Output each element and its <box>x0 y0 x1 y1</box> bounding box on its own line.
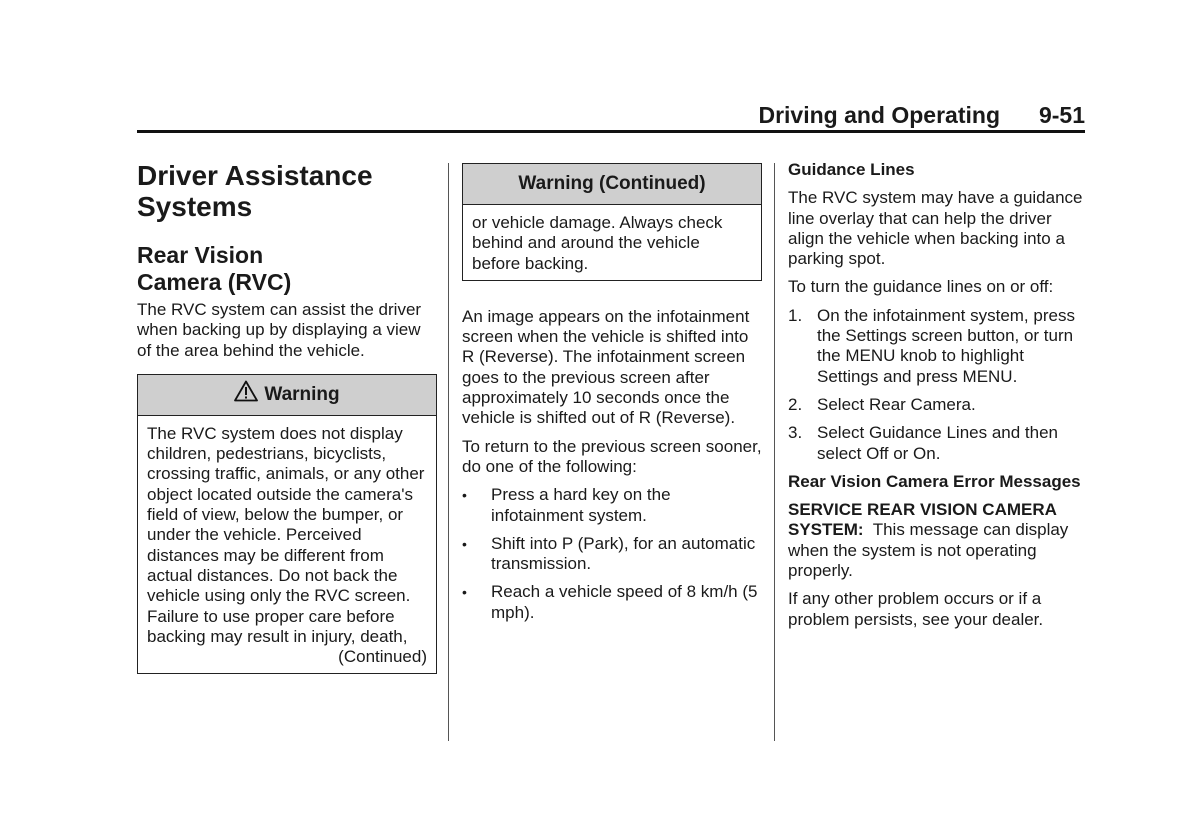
column-divider <box>774 163 775 741</box>
section-heading-line1: Rear Vision <box>137 242 264 268</box>
warning-header <box>138 375 436 416</box>
step-text: Select Guidance Lines and then select Off or On. <box>817 423 1059 463</box>
step-number: 1. <box>788 305 803 325</box>
guidance-paragraph: The RVC system may have a guidance line overlay that can help the driver align the vehicle when backing into a parking spot. <box>788 188 1083 269</box>
intro-paragraph: The RVC system can assist the driver when backing up by displaying a view of the area behind the vehicle. <box>137 300 422 360</box>
list-item <box>462 534 762 575</box>
column-1 <box>137 160 437 674</box>
service-message-label: SERVICE REAR VISION CAMERA SYSTEM: <box>788 500 1057 540</box>
page-number: 9-51 <box>1038 102 1085 128</box>
section-heading <box>137 242 437 296</box>
column-2 <box>462 160 762 623</box>
warning-continued-box <box>462 163 762 281</box>
step-text: On the infotainment system, press the Settings screen button, or turn the MENU knob to highlight Settings and press MENU. <box>817 305 1075 386</box>
warning-text: The RVC system does not display children, pedestrians, bicyclists, crossing traffic, animals, or any other object located outside the camera's field of view, below the bumper, or under the vehicle. Perceived distances may be different from actual distances. Do not back the vehicle using only the RVC screen. Failure to use proper care before backing may result in injury, death, <box>147 423 425 646</box>
warning-box <box>137 374 437 675</box>
step-number: 2. <box>788 394 803 414</box>
column-3 <box>788 160 1088 630</box>
service-message-paragraph <box>788 500 1088 581</box>
bullet-text: Press a hard key on the infotainment system. <box>491 485 671 525</box>
warning-triangle-icon <box>234 380 258 402</box>
list-item <box>788 423 1088 464</box>
list-item <box>462 485 762 526</box>
toggle-paragraph: To turn the guidance lines on or off: <box>788 277 1054 297</box>
list-item <box>788 395 1088 415</box>
step-number: 3. <box>788 423 803 443</box>
service-message-text: This message can display when the system is not operating properly. <box>788 520 1069 581</box>
final-paragraph: If any other problem occurs or if a problem persists, see your dealer. <box>788 589 1044 629</box>
list-item <box>462 582 762 623</box>
page-header <box>137 100 1085 133</box>
bullet-icon: • <box>462 535 467 552</box>
step-text: Select Rear Camera. <box>817 394 976 414</box>
list-item <box>788 306 1088 387</box>
warning-continued-body: or vehicle damage. Always check behind and around the vehicle before backing. <box>472 213 723 273</box>
bullet-text: Reach a vehicle speed of 8 km/h (5 mph). <box>491 582 758 622</box>
paragraph-image-appears: An image appears on the infotainment screen when the vehicle is shifted into R (Reverse). The infotainment screen goes to the previous screen after approximately 10 seconds once the vehicle is shifted out of R (Reverse). <box>462 306 750 428</box>
page-title: Driver Assistance Systems <box>137 160 373 222</box>
guidance-lines-heading: Guidance Lines <box>788 160 915 179</box>
error-messages-heading: Rear Vision Camera Error Messages <box>788 471 1081 491</box>
bullet-icon: • <box>462 584 467 601</box>
section-heading-line2: Camera (RVC) <box>137 269 292 295</box>
warning-body <box>138 416 436 674</box>
warning-continued-header: Warning (Continued) <box>463 164 761 205</box>
bullet-text: Shift into P (Park), for an automatic transmission. <box>491 533 756 574</box>
bullet-icon: • <box>462 487 467 504</box>
warning-title: Warning <box>264 383 340 405</box>
header-section-title: Driving and Operating <box>758 102 1000 128</box>
column-divider <box>448 163 449 741</box>
continued-label: (Continued) <box>338 647 427 667</box>
paragraph-return: To return to the previous screen sooner, do one of the following: <box>462 436 762 476</box>
